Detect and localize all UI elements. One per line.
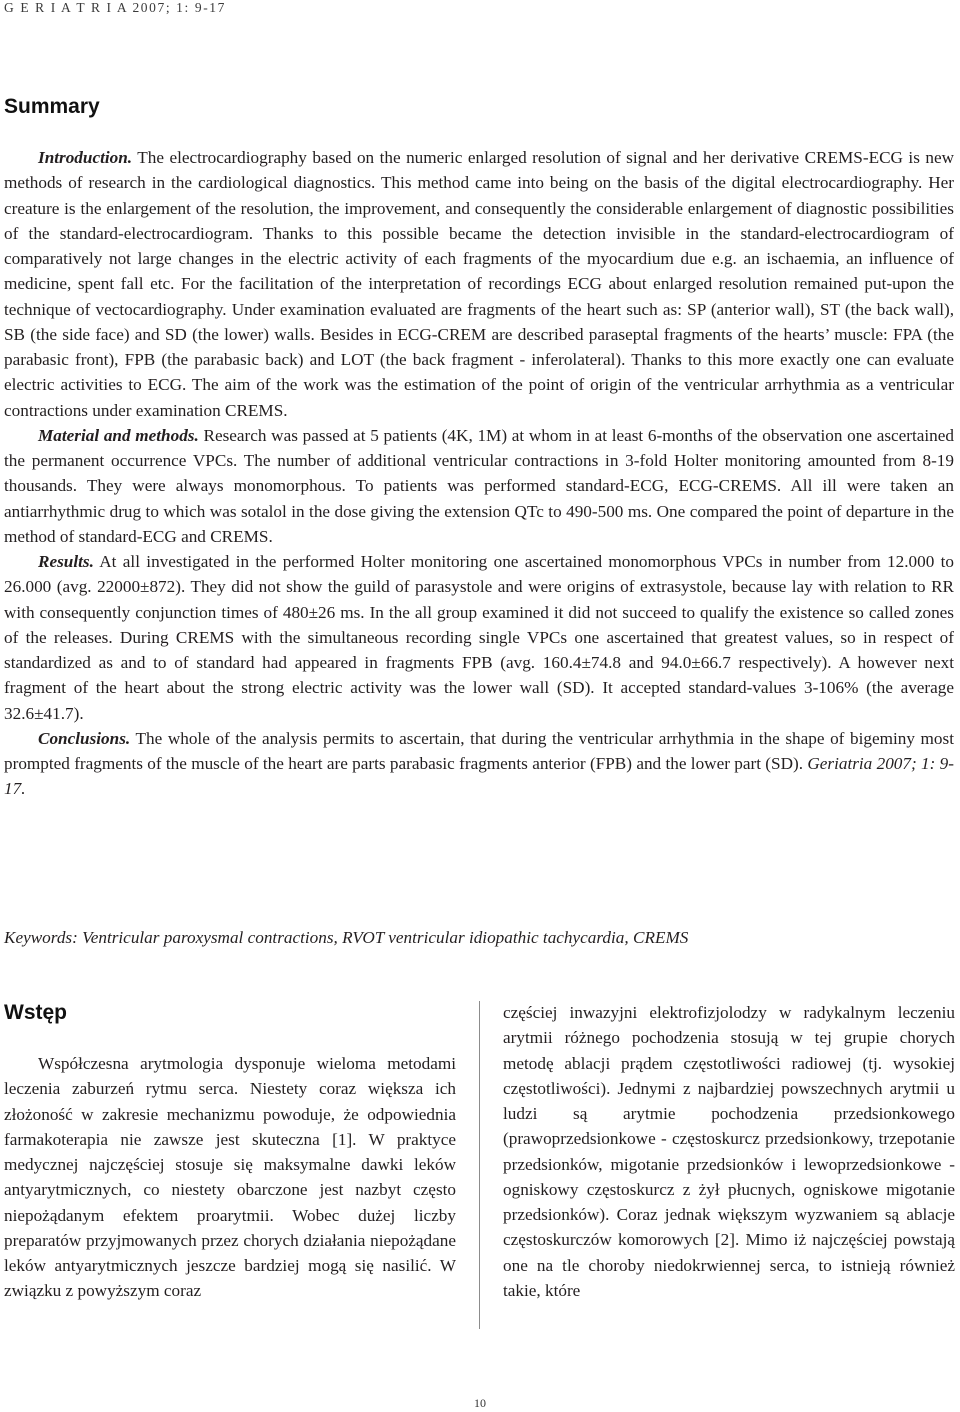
abstract-paragraph-conclusions xyxy=(4,726,954,802)
abstract-body xyxy=(4,145,954,802)
running-header: G E R I A T R I A 2007; 1: 9-17 xyxy=(4,0,226,15)
paragraph-lead: Conclusions. xyxy=(38,728,131,748)
wstep-left-column: Współczesna arytmologia dysponuje wieloma metodami leczenia zaburzeń rytmu serca. Niestety coraz większa ich złożoność w zakresie mechanizmu powoduje, że odpowiednia farmakoterapia nie zawsze jest skuteczna [1]. W praktyce medycznej najczęściej stosuje się maksymalne dawki leków antyarytmicznych, co niestety obarczone jest nazbyt często niepożądanym efektem proarytmii. Wobec dużej liczby preparatów przyjmowanych przez chorych działania niepożądane leków antyarytmicznych jeszcze bardziej mogą się nasilić. W związku z powyższym coraz xyxy=(4,1054,456,1301)
citation: Geriatria 2007; 1: 9-17. xyxy=(4,754,954,799)
paragraph-text: Research was passed at 5 patients (4K, 1M) at whom in at least 6-months of the observation one ascertained the permanent occurrence VPCs. The number of additional ventricular contractions in 3-fold Holter monitoring amounted from 8-19 thousands. They were always monomorphous. To patients was performed standard-ECG, ECG-CREMS. All ill were taken an antiarrhythmic drug to which was sotalol in the dose giving the extension QTc to 490-500 ms. One compared the point of departure in the method of standard-ECG and CREMS. xyxy=(4,425,954,546)
paragraph-lead: Introduction. xyxy=(38,148,133,167)
column-divider xyxy=(479,1001,480,1329)
paragraph-lead: Results. xyxy=(38,552,94,571)
abstract-paragraph-introduction xyxy=(4,145,954,423)
wstep-heading: Wstęp xyxy=(4,1001,67,1024)
paragraph-text: The whole of the analysis permits to ascertain, that during the ventricular arrhythmia in the shape of bigeminy most prompted fragments of the muscle of the heart are parts parabasic fragments anterior (FPB) and the lower part (SD). xyxy=(4,728,954,773)
wstep-right-column: częściej inwazyjni elektrofizjolodzy w radykalnym leczeniu arytmii różnego pochodzenia stosują w tej grupie chorych metodę ablacji prądem częstotliwości radiowej (tj. wysokiej częstotliwości). Jednymi z najbardziej powszechnych arytmii u ludzi są arytmie pochodzenia przedsionkowego (prawoprzedsionkowe - częstoskurcz przedsionkowy, trzepotanie przedsionków, migotanie przedsionków i lewoprzedsionkowe - ogniskowy częstoskurcz z żył płucnych, ogniskowe migotanie przedsionków). Coraz jednak większym wyzwaniem są ablacje częstoskurczów komorowych [2]. Mimo iż najczęściej powstają one na tle choroby niedokrwiennej serca, to istnieją również takie, które xyxy=(503,1003,955,1300)
keywords: Keywords: Ventricular paroxysmal contractions, RVOT ventricular idiopathic tachycardia, CREMS xyxy=(4,928,689,947)
summary-heading: Summary xyxy=(4,95,100,118)
abstract-paragraph-methods xyxy=(4,423,954,549)
page-number: 10 xyxy=(474,1396,486,1410)
paragraph-text: At all investigated in the performed Holter monitoring one ascertained monomorphous VPCs in number from 12.000 to 26.000 (avg. 22000±872). They did not show the guild of parasystole and were origins of extrasystole, because lay with relation to RR with consequently conjunction times of 480±26 ms. In the all group examined it did not succeed to qualify the existence so called zones of the releases. During CREMS with the simultaneous recording single VPCs one ascertained that greatest values, so in respect of standardized as and to of standard had appeared in fragments FPB (avg. 160.4±74.8 and 94.0±66.7 respectively). A however next fragment of the heart about the strong electric activity was the lower wall (SD). It accepted standard-values 3-106% (the average 32.6±41.7). xyxy=(4,552,954,723)
paragraph-lead: Material and methods. xyxy=(38,425,199,445)
paragraph-text: The electrocardiography based on the numeric enlarged resolution of signal and her derivative CREMS-ECG is new methods of research in the cardiological diagnostics. This method came into being on the basis of the digital electrocardiography. Her creature is the enlargement of the resolution, the improvement, and consequently the considerable enlargement of diagnostic possibilities of the standard-electrocardiogram. Thanks to this possible became the detection invisible in the standard-electrocardiogram of comparatively not large changes in the electric activity of each fragments of the myocardium due e.g. an ischaemia, an influence of medicine, spent fall etc. For the facilitation of the interpretation of recordings ECG about enlarged resolution remained put-upon the technique of vectocardiography. Under examination evaluated are fragments of the heart such as: SP (anterior wall), ST (the back wall), SB (the side face) and SD (the lower) walls. Besides in ECG-CREM are described paraseptal fragments of the hearts’ muscle: FPA (the parabasic front), FPB (the parabasic back) and LOT (the back fragment - inferolateral). Thanks to this more exactly one can evaluate electric activities to ECG. The aim of the work was the estimation of the point of origin of the ventricular arrhythmia as a ventricular contractions under examination CREMS. xyxy=(4,148,954,420)
abstract-paragraph-results xyxy=(4,549,954,726)
